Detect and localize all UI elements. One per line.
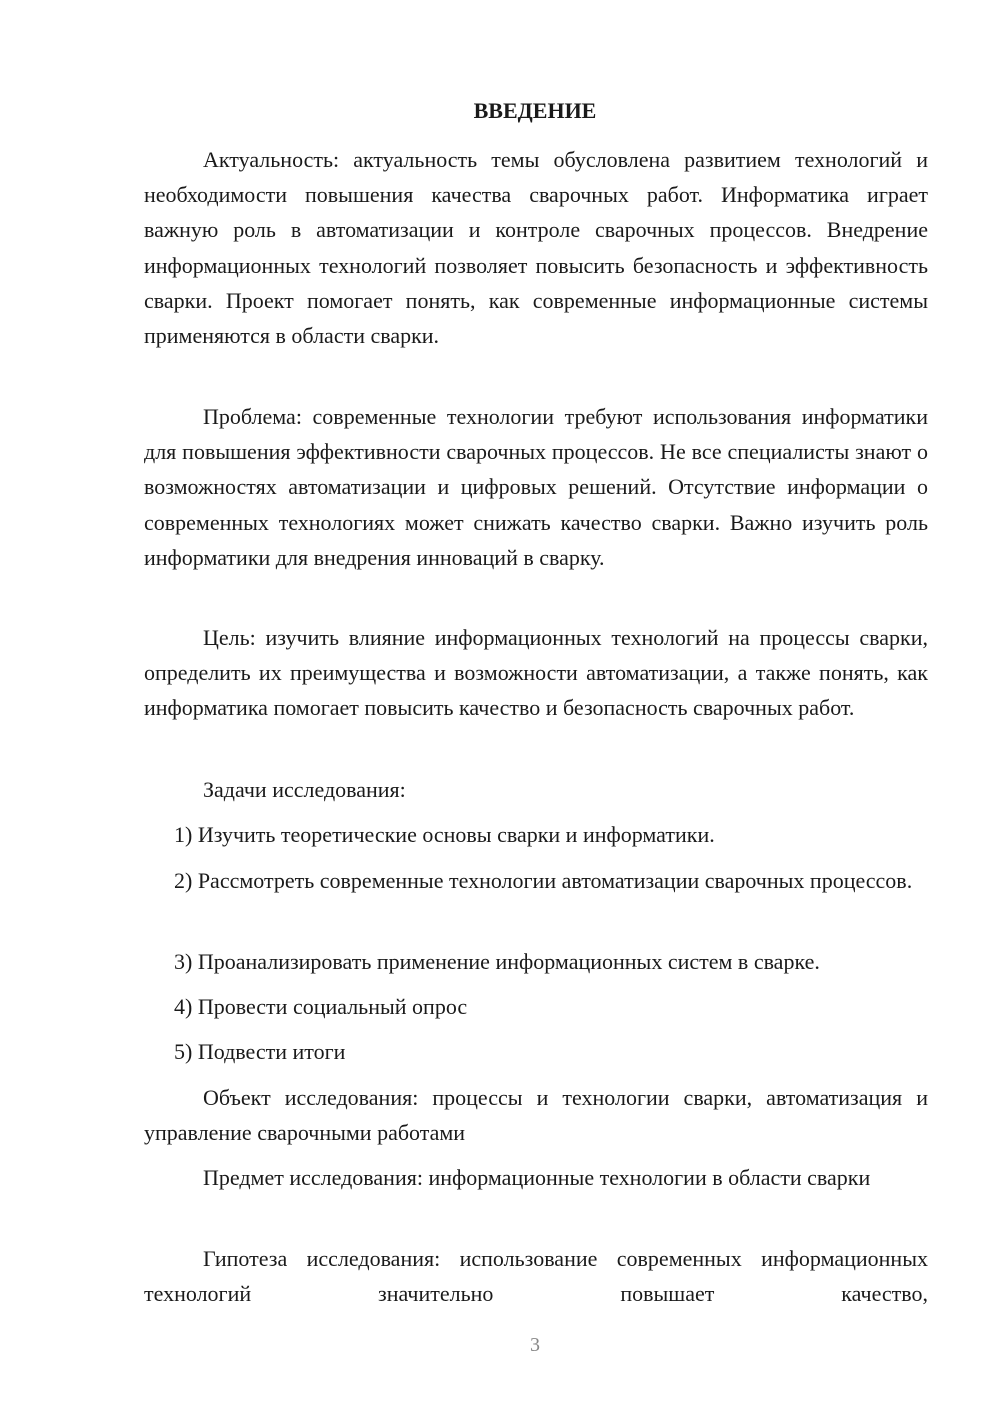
subject-text: Предмет исследования: информационные технологии в области сварки — [203, 1165, 871, 1190]
problem-text: Проблема: современные технологии требуют использования информатики для повышения эффективности сварочных процессов. Не все специалисты знают о возможностях автоматизации и цифровых решений. Отсутствие информации о современных технологиях может снижать качество сварки. Важно изучить роль информатики для внедрения инноваций в сварку. — [144, 404, 928, 570]
page-title: ВВЕДЕНИЕ — [473, 98, 597, 123]
task-item-3 — [144, 944, 928, 979]
list-item: 1) Изучить теоретические основы сварки и информатики. — [174, 822, 715, 847]
object-text: Объект исследования: процессы и технологии сварки, автоматизация и управление сварочными работами — [144, 1085, 928, 1146]
paragraph-subject — [144, 1160, 928, 1195]
list-item: 5) Подвести итоги — [174, 1039, 346, 1064]
list-item: 3) Проанализировать применение информационных систем в сварке. — [174, 949, 820, 974]
paragraph-tasks-title — [144, 772, 928, 807]
paragraph-problem — [144, 399, 928, 575]
paragraph-object — [144, 1080, 928, 1150]
list-item: 2) Рассмотреть современные технологии автоматизации сварочных процессов. — [174, 868, 913, 893]
paragraph-goal — [144, 620, 928, 726]
hypothesis-text: Гипотеза исследования: использование современных информационных технологий значительно повышает качество, — [144, 1246, 928, 1307]
relevance-text: Актуальность: актуальность темы обусловлена развитием технологий и необходимости повышения качества сварочных работ. Информатика играет важную роль в автоматизации и контроле сварочных процессов. Внедрение информационных технологий позволяет повысить безопасность и эффективность сварки. Проект помогает понять, как современные информационные системы применяются в области сварки. — [144, 147, 928, 349]
task-item-2 — [144, 863, 928, 898]
paragraph-hypothesis — [144, 1241, 928, 1311]
tasks-title-text: Задачи исследования: — [203, 777, 406, 802]
task-item-4 — [144, 989, 928, 1024]
page-number: 3 — [530, 1334, 540, 1356]
task-item-1 — [144, 817, 928, 852]
task-item-5 — [144, 1034, 928, 1069]
paragraph-relevance — [144, 142, 928, 353]
list-item: 4) Провести социальный опрос — [174, 994, 468, 1019]
goal-text: Цель: изучить влияние информационных технологий на процессы сварки, определить их преимущества и возможности автоматизации, а также понять, как информатика помогает повысить качество и безопасность сварочных работ. — [144, 625, 928, 721]
